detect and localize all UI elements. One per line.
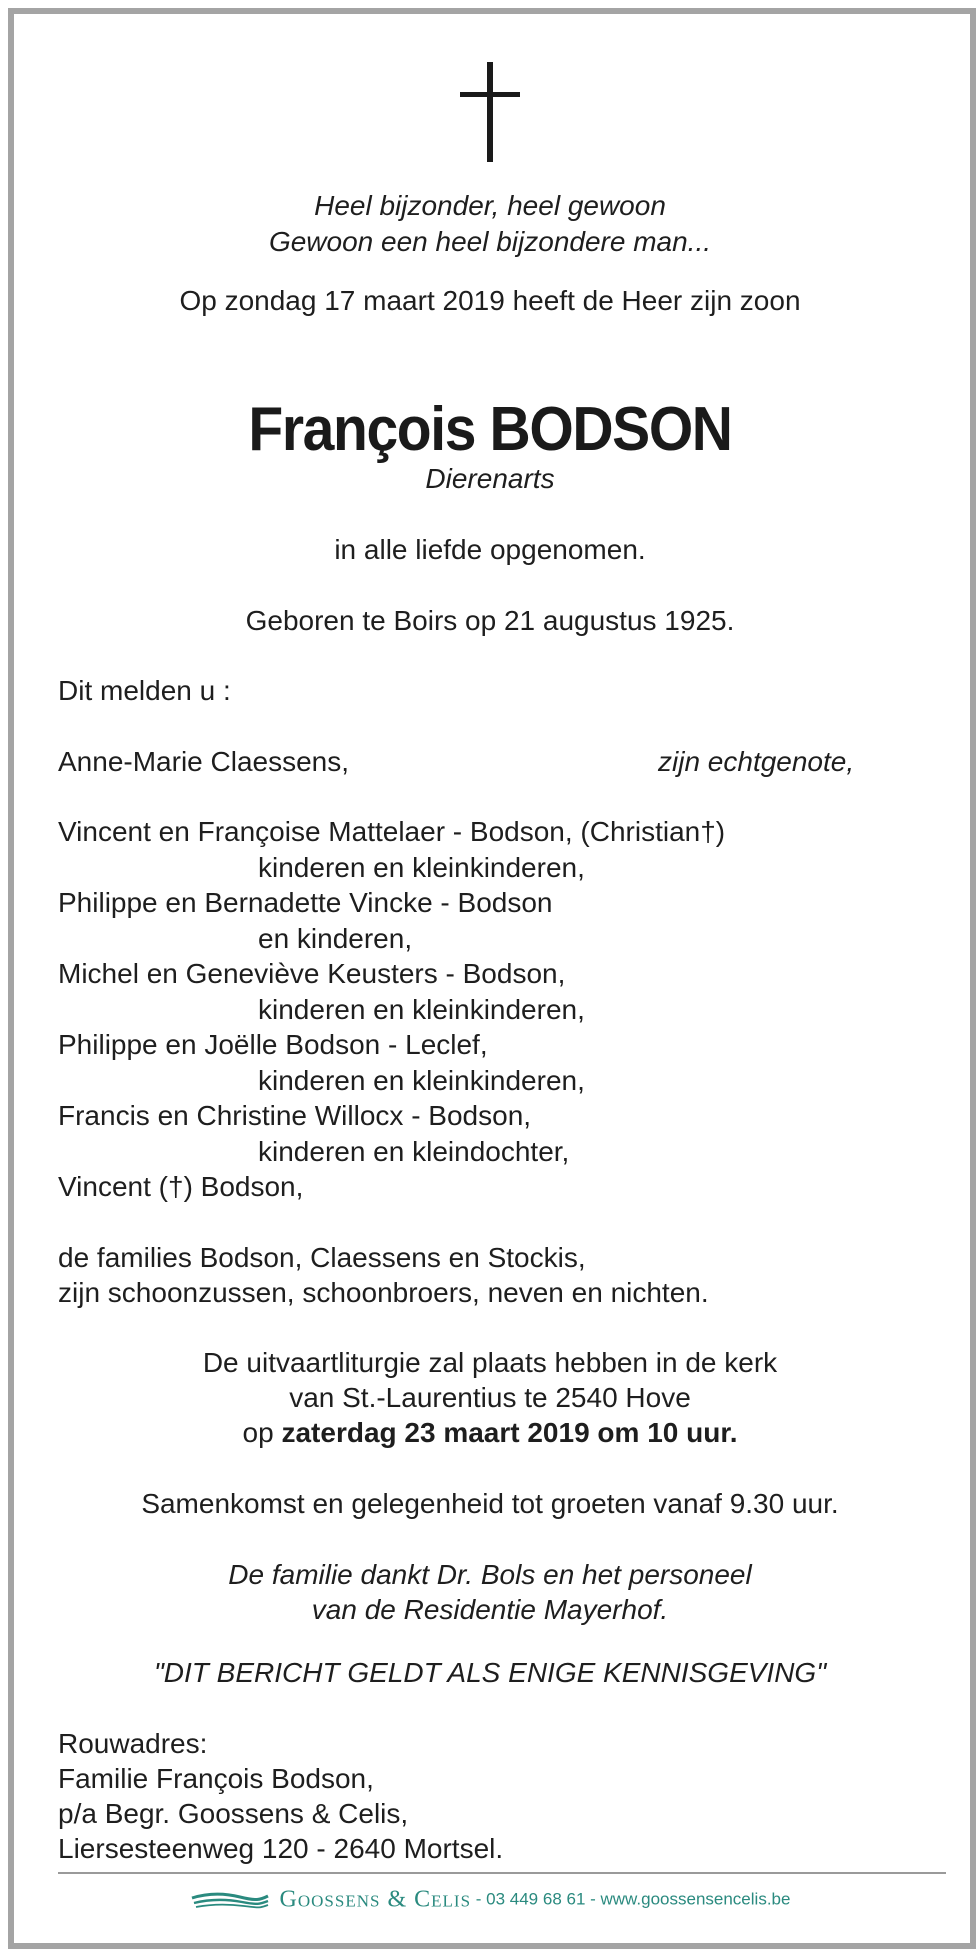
thanks-line-2: van de Residentie Mayerhof. — [311, 1594, 669, 1625]
footer-divider — [58, 1872, 946, 1874]
address-label: Rouwadres: — [58, 1728, 208, 1759]
received-text: in alle liefde opgenomen. — [334, 534, 646, 565]
family-line: kinderen en kleindochter, — [258, 1136, 570, 1167]
notice-text: "DIT BERICHT GELDT ALS ENIGE KENNISGEVING" — [153, 1657, 827, 1688]
relatives-line-1: de families Bodson, Claessens en Stockis, — [58, 1242, 586, 1273]
address-line-2: p/a Begr. Goossens & Celis, — [58, 1798, 409, 1829]
address-line-1: Familie François Bodson, — [58, 1763, 374, 1794]
funeral-line-1: De uitvaartliturgie zal plaats hebben in de kerk — [202, 1347, 778, 1378]
funeral-date: zaterdag 23 maart 2019 om 10 uur. — [281, 1417, 738, 1448]
motto-line-1: Heel bijzonder, heel gewoon — [314, 190, 666, 221]
intro-text: Op zondag 17 maart 2019 heeft de Heer zijn zoon — [179, 285, 801, 316]
birth-text: Geboren te Boirs op 21 augustus 1925. — [245, 605, 735, 636]
deceased-name: François BODSON — [248, 394, 732, 464]
gathering-text: Samenkomst en gelegenheid tot groeten vanaf 9.30 uur. — [141, 1488, 839, 1519]
family-line: Philippe en Bernadette Vincke - Bodson — [58, 887, 553, 918]
funeral-date-line — [0, 1415, 980, 1451]
motto-line-2: Gewoon een heel bijzondere man... — [268, 226, 712, 257]
relatives-line-2: zijn schoonzussen, schoonbroers, neven en nichten. — [58, 1277, 709, 1308]
footer-brand: Goossens & Celis — [279, 1886, 472, 1913]
family-line: Philippe en Joëlle Bodson - Leclef, — [58, 1029, 488, 1060]
address-line-3: Liersesteenweg 120 - 2640 Mortsel. — [58, 1833, 504, 1864]
cross-icon — [460, 62, 520, 162]
family-line: kinderen en kleinkinderen, — [258, 1065, 585, 1096]
family-line: kinderen en kleinkinderen, — [258, 852, 585, 883]
spouse-role: zijn echtgenote, — [658, 746, 855, 777]
profession: Dierenarts — [425, 463, 555, 494]
funeral-line-2: van St.-Laurentius te 2540 Hove — [289, 1382, 691, 1413]
family-line: Francis en Christine Willocx - Bodson, — [58, 1100, 532, 1131]
thanks-line-1: De familie dankt Dr. Bols en het personeel — [228, 1559, 752, 1590]
family-line: en kinderen, — [258, 923, 413, 954]
family-line: Michel en Geneviève Keusters - Bodson, — [58, 958, 566, 989]
footer-contact: - 03 449 68 61 - www.goossensencelis.be — [471, 1889, 791, 1909]
spouse-name: Anne-Marie Claessens, — [58, 746, 350, 777]
family-line: Vincent (†) Bodson, — [58, 1171, 304, 1202]
announcers-intro: Dit melden u : — [58, 675, 231, 706]
family-line: kinderen en kleinkinderen, — [258, 994, 585, 1025]
footer — [0, 1884, 980, 1914]
waves-logo-icon — [190, 1889, 270, 1911]
family-line: Vincent en Françoise Mattelaer - Bodson, (Christian†) — [58, 816, 726, 847]
funeral-date-prefix: op — [242, 1417, 274, 1448]
